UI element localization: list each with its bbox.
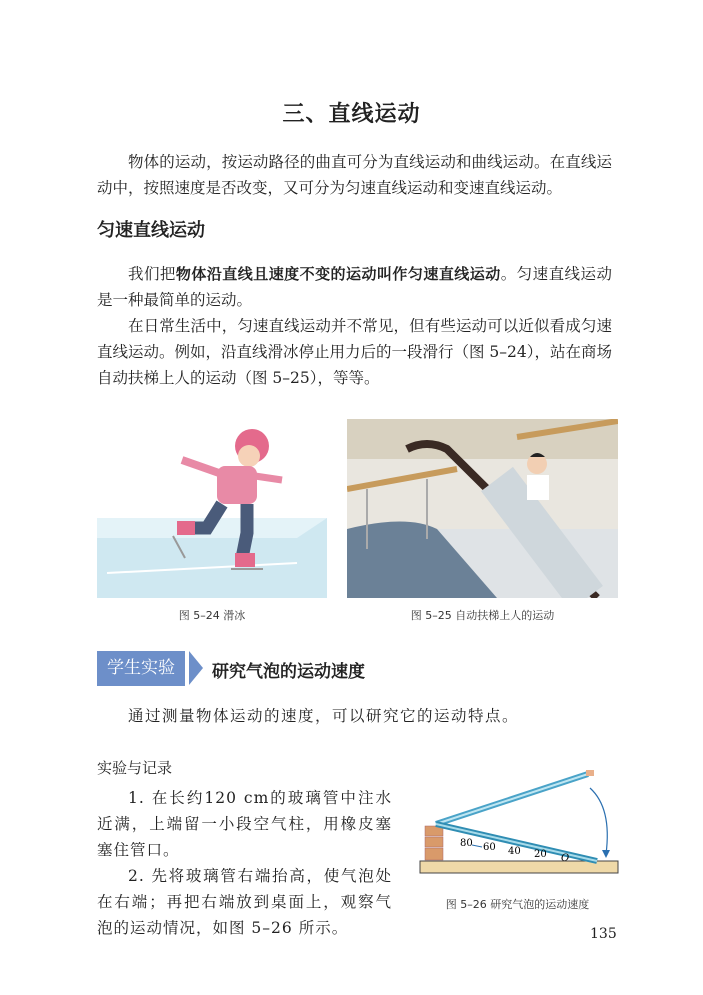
fig26-caption: 图 5–26 研究气泡的运动速度 <box>445 898 590 911</box>
record-heading: 实验与记录 <box>97 759 173 777</box>
page-number: 135 <box>590 926 617 942</box>
scale-label-40: 40 <box>508 846 521 857</box>
experiment-intro <box>97 703 612 729</box>
section-body <box>97 261 612 391</box>
section-heading: 匀速直线运动 <box>97 220 205 241</box>
scale-label-60: 60 <box>483 842 496 853</box>
definition-post: 。匀速直线运动是一种最简单的运动。 <box>97 265 612 309</box>
scale-label-80: 80 <box>460 838 473 849</box>
experiment-title: 研究气泡的运动速度 <box>212 662 365 682</box>
fig25-caption: 图 5–25 自动扶梯上人的运动 <box>410 609 555 622</box>
badge-arrow-icon <box>189 651 203 685</box>
intro-text: 物体的运动，按运动路径的曲直可分为直线运动和曲线运动。在直线运动中，按照速度是否改变，又可分为匀速直线运动和变速直线运动。 <box>97 153 612 197</box>
page-title: 三、直线运动 <box>282 102 421 127</box>
skating-illustration <box>97 418 327 598</box>
student-experiment-badge: 学生实验 <box>97 651 185 686</box>
definition-bold: 物体沿直线且速度不变的运动叫作匀速直线运动 <box>175 265 501 283</box>
definition-paragraph <box>97 261 612 313</box>
bubble-tube-diagram <box>412 768 622 893</box>
scale-label-origin: O <box>561 853 570 864</box>
step-1: 1. 在长约120 cm的玻璃管中注水近满，上端留一小段空气柱，用橡皮塞塞住管口。 <box>97 789 392 859</box>
definition-pre: 我们把 <box>128 265 176 283</box>
experiment-steps <box>97 785 392 941</box>
step-2: 2. 先将玻璃管右端抬高，使气泡处在右端；再把右端放到桌面上，观察气泡的运动情况，如图 5–26 所示。 <box>97 867 392 937</box>
intro-paragraph <box>97 149 612 201</box>
scale-label-20: 20 <box>534 849 547 860</box>
experiment-intro-text: 通过测量物体运动的速度，可以研究它的运动特点。 <box>128 707 520 725</box>
fig24-caption: 图 5–24 滑冰 <box>178 609 246 622</box>
escalator-illustration <box>347 419 618 598</box>
example-paragraph: 在日常生活中，匀速直线运动并不常见，但有些运动可以近似看成匀速直线运动。例如，沿直线滑冰停止用力后的一段滑行（图 5–24），站在商场自动扶梯上人的运动（图 5–25），等等。 <box>97 317 613 387</box>
